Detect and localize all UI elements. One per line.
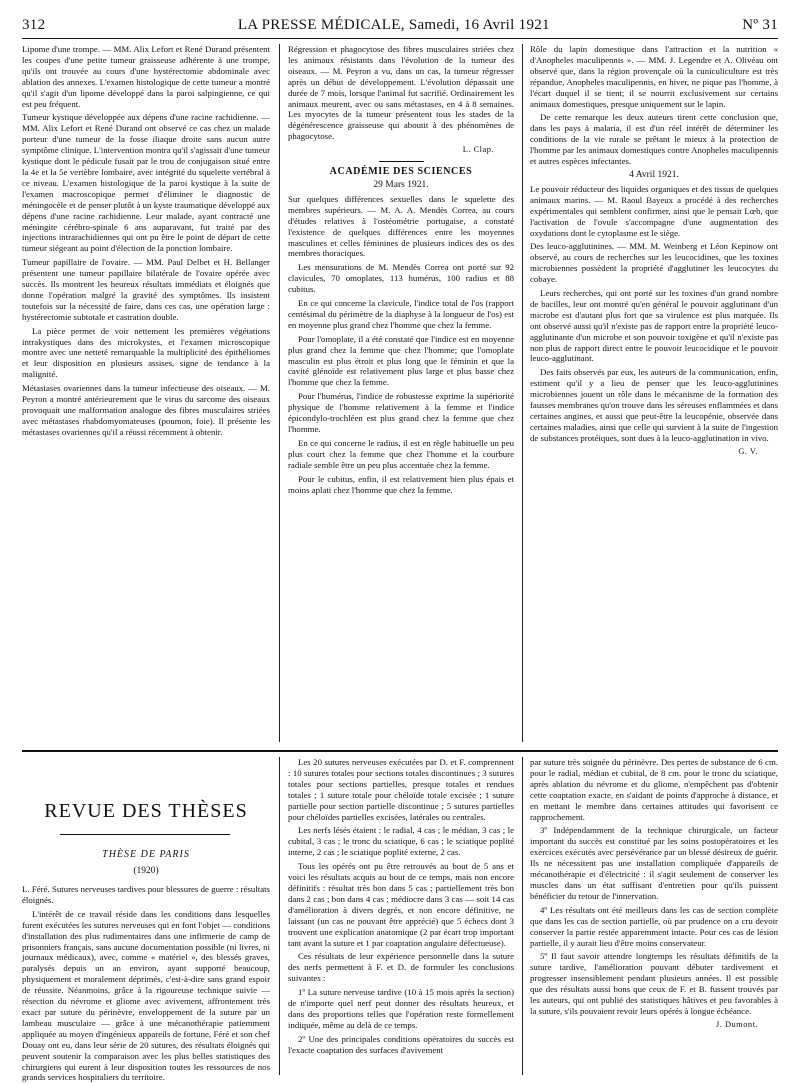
session-date: 29 Mars 1921. [373, 179, 429, 190]
column-6 [530, 757, 778, 1075]
article-tumeur-kystique: Tumeur kystique développée aux dépens d'une racine rachidienne. — MM. Alix Lefort et René Durand ont observé ce cas chez un malade porteur d'une tumeur de la fosse iliaque droite sans aucun autre symptôme clinique. L'intervention montra qu'il s'agissait d'une tumeur kystique dont le pédicule fusait par le trou de conjugaison situé entre la 4e et la 5e vertèbre lombaire, avec intégrité du squelette vertébral à ce niveau. L'examen histologique de la paroi kystique à la suite de l'examen macroscopique permet d'éliminer le diagnostic de méningocèle et de penser plutôt à un kyste traumatique développé aux dépens d'une racine rachidienne. Leur malade, ayant contracté une méningite cérébro-spinale 6 ans auparavant, fut traité par des injections intrarachidiennes qui ont pu être le point de départ de cette tumeur siégeant au point d'élection de la ponction lombaire. [22, 112, 270, 254]
journal-title: LA PRESSE MÉDICALE, Samedi, 16 Avril 1921 [237, 16, 550, 33]
theses-year: (1920) [133, 866, 159, 876]
signature: L. Clap. [462, 145, 494, 155]
column-divider [522, 44, 523, 742]
paragraph: 2º Une des principales conditions opératoires du succès est l'exacte coaptation des surfaces d'avivement [288, 1033, 514, 1055]
paragraph: 1º La suture nerveuse tardive (10 à 15 mois après la section) de n'importe quel nerf peut donner des résultats heureux, et dans des proportions telles que l'opération reste formellement indiquée, même au delà de ce temps. [288, 987, 514, 1030]
theses-subtitle: THÈSE DE PARIS [102, 849, 190, 860]
column-divider [522, 757, 523, 1075]
column-divider [279, 757, 280, 1075]
page-number: 312 [22, 16, 46, 33]
column-4 [22, 884, 270, 1083]
issue-number: Nº 31 [742, 16, 778, 33]
article-squelette: Sur quelques différences sexuelles dans le squelette des membres supérieurs. — M. A. A. Mendès Correa, au cours d'études relatives à l'ostéométrie portugaise, a constaté l'existence de quelques différences entre les moyennes masculines et celles féminines de plusieurs indices des os des membres thoraciques. [288, 193, 514, 259]
page-header [22, 14, 778, 36]
paragraph: Les 20 sutures nerveuses exécutées par D. et F. comprennent : 10 sutures totales pour sections totales discontinues ; 3 sutures totales pour sections partielles, presque totales et rendues totales ; 1 suture totale pour chéloïde totale excisée ; 1 suture partielle pour section partielle discontinue ; 5 sutures partielles pour chéloïdes partielles excisées, latérales ou centrales. [288, 757, 514, 822]
paragraph: Pour l'humérus, l'indice de robustesse exprime la supériorité physique de l'homme relativement à la femme et l'indice épicondylo-trochléen est plus grand chez la femme que chez l'homme. [288, 391, 514, 434]
paragraph: 4º Les résultats ont été meilleurs dans les cas de section complète que dans les cas de section partielle, où par prudence on a cru devoir conserver la partie restée apparemment intacte. Pour ces cas de lésion partielle, il y aurait lieu d'être moins conservateur. [530, 904, 778, 948]
column-1 [22, 44, 270, 744]
session-date: 4 Avril 1921. [629, 169, 679, 180]
paragraph: En ce qui concerne la clavicule, l'indice total de l'os (rapport centésimal du périmètre de la diaphyse à la longueur de l'os) est en moyenne plus grand chez l'homme que chez la femme. [288, 298, 514, 330]
paragraph: De cette remarque les deux auteurs tirent cette conclusion que, dans les pays à malaria, il est d'un réel intérêt de déterminer les conditions de la vie rurale se prêtant le mieux à la protection de l'homme par les animaux domestiques contre Anopheles maculipennis et autres espèces infectantes. [530, 112, 778, 167]
header-rule [22, 38, 778, 39]
article-metastases: Métastases ovariennes dans la tumeur infectieuse des oiseaux. — M. Peyron a montré antérieurement que le virus du sarcome des oiseaux provoquait une malformation analogue des fibres musculaires striées avec métastases rhabdomyomateuses (poumon, foie). Il présente les métastases ovariennes qu'il a réussi récemment à obtenir. [22, 383, 270, 437]
theses-title: REVUE DES THÈSES [44, 800, 248, 822]
section-rule [379, 161, 424, 162]
paragraph: Leurs recherches, qui ont porté sur les toxines d'un grand nombre de bacilles, leur ont montré qu'en général le pouvoir agglutinant d'un microbe est d'autant plus fort que sa virulence est plus marquée. Ils ont observé aussi qu'il n'existe pas de rapport entre la propriété leuco-agglutinante d'un microbe et son pouvoir toxigène et qu'il n'existe pas non plus de rapport direct entre le pouvoir leucocidique et le pouvoir leuco-agglutinant. [530, 288, 778, 364]
paragraph: Des faits observés par eux, les auteurs de la communication, enfin, estiment qu'il y a lieu de penser que les leuco-agglutinines microbiennes jouent un rôle dans le mécanisme de la formation des fausses membranes qu'on trouve dans les séreuses enflammées et dans certaines angines, et aussi que peut-être la leucopénie, observée dans certaines maladies, ainsi que celle qui survient à la suite de l'ingestion de substances protéiques, sont dues à la leuco-agglutination in vivo. [530, 367, 778, 443]
article-lapin: Rôle du lapin domestique dans l'attraction et la nutrition « d'Anopheles maculipennis ». — MM. J. Legendre et A. Olivéau ont observé que, dans la région provençale où la cuniculiculture est très répandue, Anopheles maculipennis, en hiver, ne pique pas l'homme, à l'écart duquel il se tient; il se nourrit exclusivement sur certains animaux domestiques, presque uniquement sur le lapin. [530, 44, 778, 109]
paragraph: La pièce permet de voir nettement les premières végétations intrakystiques dans des microkystes, et l'examen microscopique montre avec une netteté remarquable la multiplicité des épithéliomes et leur disposition en plusieurs assises, signe de tendance à la malignité. [22, 325, 270, 380]
column-divider [279, 44, 280, 742]
signature: G. V. [738, 446, 758, 456]
article-regression: Régression et phagocytose des fibres musculaires striées chez les animaux résistants dans l'évolution de la tumeur des oiseaux. — M. Peyron a vu, dans un cas, la tumeur régresser après un début de développement. L'évolution dépassait une durée de 7 mois, lorsque l'animal fut sacrifié. Ordinairement les animaux meurent, avec ou sans métastases, en 4 à 8 semaines. Les myocytes de la tumeur présentent tous les stades de la dégénérescence graisseuse qui aboutit à des phénomènes de phagocytose. [288, 44, 514, 142]
article-tumeur-papillaire: Tumeur papillaire de l'ovaire. — MM. Paul Delbet et H. Bellanger présentent une tumeur papillaire bilatérale de l'ovaire opérée avec succès. Ils montrent les heureux résultats immédiats et éloignés que donne l'opération malgré la gravité des symptômes. Ils insistent toutefois sur la nécessité de faire, dans ces cas, une opération large : hystérectomie subtotale et castration double. [22, 257, 270, 322]
paragraph: Les nerfs lésés étaient : le radial, 4 cas ; le médian, 3 cas ; le cubital, 3 cas ; le tronc du sciatique, 6 cas ; le sciatique poplité interne, 2 cas ; le sciatique poplité externe, 2 cas. [288, 825, 514, 858]
paragraph: Tous les opérés ont pu être retrouvés au bout de 5 ans et voici les résultats acquis au bout de ce temps, mais non encore définitifs : résultat très bon dans 5 cas ; partiellement très bon dans 2 cas ; bon dans 4 cas ; médiocre dans 3 cas — soit 14 cas d'amélioration à divers degrés, et non encore définitive, ne laissant (un cas ne pouvant être apprécié) que 5 échecs dont 3 trouvent une explication anatomique (2 par écart trop important tant avant la suture et 1 par coaptation angulaire défectueuse). [288, 861, 514, 948]
column-5 [288, 757, 514, 1075]
paragraph: L'intérêt de ce travail réside dans les conditions dans lesquelles furent exécutées les sutures nerveuses qui en font l'objet — conditions d'installation des plus rudimentaires dans une infirmerie de camp de prisonniers français, sans aucune documentation possible (ni livres, ni journaux médicaux), avec, comme « matériel », des blessés graves, paralysés depuis un an environ, ayant supporté beaucoup, physiquement et moralement déprimés, c'est-à-dire sans grand espoir de réussite. Néanmoins, grâce à la rigoureuse technique suivie — résection du névrome et gliome avec avivement, affrontement très exact par suture du périnèvre, enveloppement de la suture par un lambeau musculaire — grâce à une mécanothérapie patiemment appliquée au moyen d'ingénieux appareils de fortune, Féré et son chef Douay ont eu, dans leur série de 20 sutures, des résultats éloignés qui peuvent soutenir la comparaison avec les plus belles statistiques des chirurgiens qui eurent à leur disposition toutes les ressources de nos grands services hospitaliers du territoire. [22, 908, 270, 1083]
section-divider [22, 750, 778, 752]
paragraph: 3º Indépendamment de la technique chirurgicale, un facteur important du succès est constitué par les soins postopératoires et les exercices exécutés avec persévérance par un blessé désireux de guérir. Ils ne nécessitent pas une installation compliquée d'appareils de mécanothérapie et d'électricité : il s'agit seulement de conserver les muscles dans un état suffisant d'entretien pour qu'ils puissent bénéficier du retour de l'innervation. [530, 825, 778, 901]
paragraph: Pour l'omoplate, il a été constaté que l'indice est en moyenne plus grand chez la femme que chez l'homme; que l'omoplate masculin est plus étroit et plus long que le féminin et que la cavité glénoïde est relativement plus large et plus basse chez l'homme que chez la femme. [288, 333, 514, 388]
paragraph: Pour le cubitus, enfin, il est relativement bien plus épais et moins aplati chez l'homme que chez la femme. [288, 473, 514, 495]
section-heading: ACADÉMIE DES SCIENCES [329, 166, 473, 178]
these-title-line: L. Féré. Sutures nerveuses tardives pour blessures de guerre : résultats éloignés. [22, 884, 270, 905]
paragraph: En ce qui concerne le radius, il est en règle habituelle un peu plus court chez la femme que chez l'homme et la courbure radiale semble être un peu plus accentuée chez la femme. [288, 437, 514, 470]
article-leuco-agglutinines: Des leuco-agglutinines. — MM. M. Weinberg et Léon Kepinow ont observé, au cours de recherches sur les leucocidines, que les toxines microbiennes possèdent la propriété d'agglutiner les leucocytes du cobaye. [530, 241, 778, 285]
signature: J. Dumont. [716, 1019, 758, 1029]
column-2 [288, 44, 514, 744]
paragraph: par suture très soignée du périnèvre. Des pertes de substance de 6 cm. pour le radial, médian et cubital, de 8 cm. pour le tronc du sciatique, après ablation du névrome et du gliome, n'empêchent pas d'obtenir cette coaptation exacte, en s'aidant de points d'approche à distance, et en mettant le membre dans certaines attitudes qui favorisent ce rapprochement. [530, 757, 778, 822]
column-3 [530, 44, 778, 744]
article-pouvoir-reducteur: Le pouvoir réducteur des liquides organiques et des tissus de quelques animaux marins. — M. Raoul Bayeux a procédé à des recherches expérimentales qui semblent confirmer, ainsi que le pensait Lœb, que l'activation de l'ovule s'accompagne d'une augmentation des oxydations dont le cytoplasme est le siège. [530, 183, 778, 238]
title-rule [60, 834, 230, 835]
paragraph: Les mensurations de M. Mendès Correa ont porté sur 92 clavicules, 70 omoplates, 113 humérus, 100 radius et 88 cubitus. [288, 262, 514, 295]
paragraph: Ces résultats de leur expérience personnelle dans la suture des nerfs permettent à F. et D. de formuler les conclusions suivantes : [288, 951, 514, 984]
article-lipome: Lipome d'une trompe. — MM. Alix Lefort et René Durand présentent les coupes d'une petite tumeur graisseuse adhérente à une trompe, qu'ils ont trouvée au cours d'une hystérectomie abdominale avec ablation des annexes. L'examen histologique de cette tumeur a montré qu'il s'agit d'un lipome développé dans la paroi salpingienne, ce qui est peu fréquent. [22, 44, 270, 109]
paragraph: 5º Il faut savoir attendre longtemps les résultats définitifs de la suture tardive, l'amélioration pouvant débuter tardivement et progresser insensiblement pendant plusieurs années. Il est possible que des résultats aussi bons que ceux de F. et B. fussent trouvés par les auteurs, qui ont publié des statistiques hâtives et peu favorables à la suture, s'ils pouvaient revoir leurs opérés à longue échéance. [530, 951, 778, 1016]
